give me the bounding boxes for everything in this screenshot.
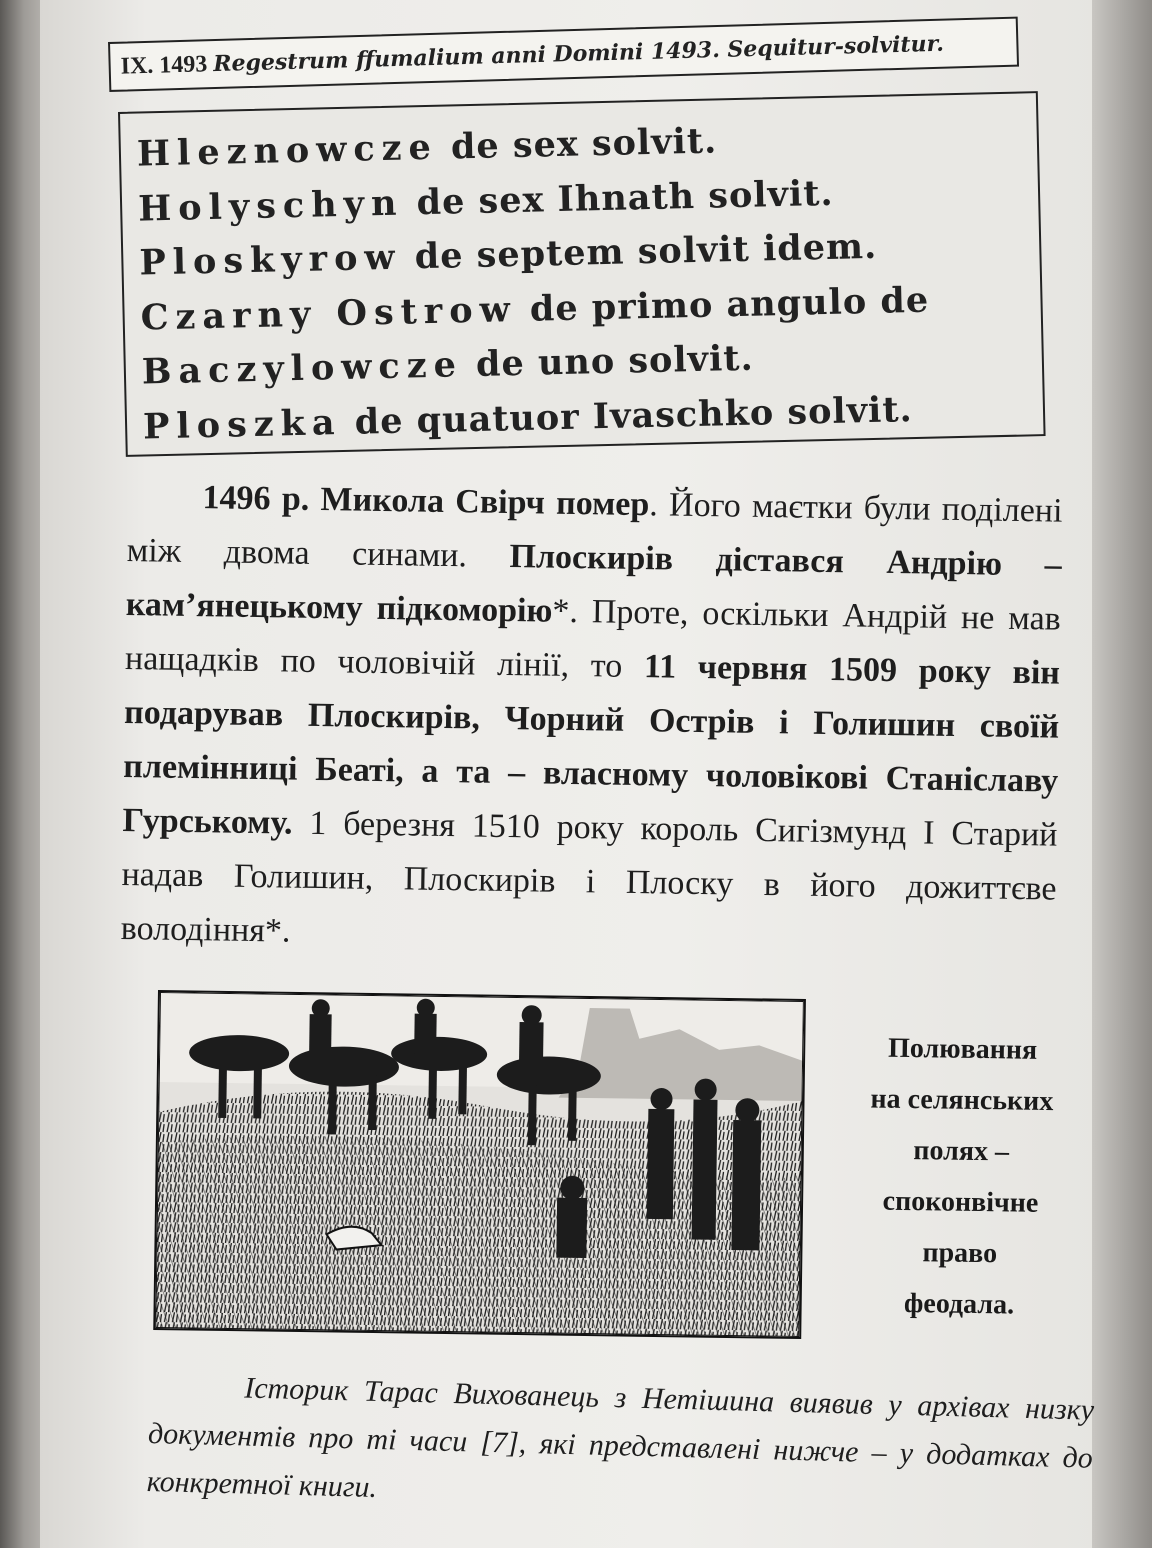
- italic-paragraph: Історик Тарас Вихованець з Нетішина виявив у архівах низку документів про ті часи [7], які представлені нижче – у додатках до конкретної книги.: [146, 1371, 1095, 1504]
- header-number: IX. 1493: [120, 50, 208, 80]
- latin-register-box: [118, 91, 1046, 457]
- engraving-illustration: [155, 992, 804, 1337]
- register-line: Holyschyn de sex Ihnath solvit.: [137, 172, 834, 230]
- right-shadow: [1092, 0, 1152, 1548]
- register-line: Ploskyrow de septem solvit idem.: [138, 225, 878, 284]
- main-paragraph: 1496 р. Микола Свірч помер. Його маєтки були поділені між двома синами. Плоскирів дістався Андрію – кам’янецькому підкоморію*. Проте, оскільки Андрій не мав нащадків по чоловічій лінії, то 11 червня 1509 року він подарував Плоскирів, Чорний Острів і Голишин своїй племінниці Беаті, а та – власному чоловікові Станіславу Гурському. 1 березня 1510 року король Сигізмунд І Старий надав Голишин, Плоскирів і Плоску в його дожиттєве володіння*.: [120, 479, 1063, 950]
- register-line: Hleznowcze de sex solvit.: [136, 120, 718, 175]
- figure-caption: Полювання на селянських полях – споконвічне право феодала.: [870, 1032, 1054, 1321]
- register-line: Baczylowcze de uno solvit.: [141, 337, 755, 393]
- header-title: Regestrum ffumalium anni Domini 1493. Sequitur-solvitur.: [212, 30, 945, 78]
- register-line: Czarny Ostrow de primo angulo de: [140, 279, 930, 339]
- hunting-engraving: [153, 990, 806, 1339]
- register-line: Ploszka de quatuor Ivaschko solvit.: [142, 388, 914, 448]
